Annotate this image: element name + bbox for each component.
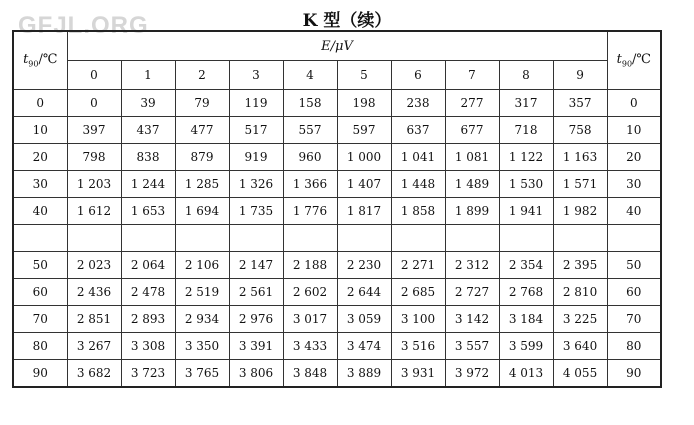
table-cell: 2 727 (445, 279, 499, 306)
table-cell: 3 267 (67, 333, 121, 360)
column-header: 4 (283, 61, 337, 90)
table-cell: 477 (175, 117, 229, 144)
table-cell: 517 (229, 117, 283, 144)
table-cell (445, 225, 499, 252)
left-temp-unit: /℃ (38, 52, 58, 68)
table-caption: K 型（续） (302, 11, 392, 31)
table-cell: 2 851 (67, 306, 121, 333)
table-cell: 960 (283, 144, 337, 171)
table-cell: 1 899 (445, 198, 499, 225)
table-cell: 2 976 (229, 306, 283, 333)
table-cell: 2 768 (499, 279, 553, 306)
table-cell: 3 682 (67, 360, 121, 388)
table-cell: 3 723 (121, 360, 175, 388)
table-cell (499, 225, 553, 252)
table-cell: 919 (229, 144, 283, 171)
table-row (13, 117, 661, 144)
column-header-row (13, 61, 661, 90)
table-cell: 317 (499, 90, 553, 117)
table-cell: 1 244 (121, 171, 175, 198)
row-temperature-left: 90 (13, 360, 67, 388)
table-cell: 198 (337, 90, 391, 117)
table-row (13, 360, 661, 388)
table-cell: 3 350 (175, 333, 229, 360)
table-cell: 2 478 (121, 279, 175, 306)
table-cell: 1 366 (283, 171, 337, 198)
table-cell: 3 308 (121, 333, 175, 360)
table-cell: 1 285 (175, 171, 229, 198)
table-cell: 0 (67, 90, 121, 117)
row-temperature-right: 60 (607, 279, 661, 306)
column-header: 9 (553, 61, 607, 90)
table-cell: 838 (121, 144, 175, 171)
column-header: 7 (445, 61, 499, 90)
table-cell: 1 489 (445, 171, 499, 198)
row-temperature-left: 0 (13, 90, 67, 117)
table-cell: 3 765 (175, 360, 229, 388)
table-cell: 1 858 (391, 198, 445, 225)
table-cell: 2 064 (121, 252, 175, 279)
table-cell: 2 106 (175, 252, 229, 279)
table-row (13, 144, 661, 171)
table-row (13, 333, 661, 360)
watermark-logo: GFJL.ORG (18, 12, 149, 39)
table-cell: 3 391 (229, 333, 283, 360)
table-cell: 2 602 (283, 279, 337, 306)
table-cell: 3 142 (445, 306, 499, 333)
table-cell: 3 848 (283, 360, 337, 388)
table-row (13, 90, 661, 117)
column-header: 6 (391, 61, 445, 90)
row-temperature-right: 20 (607, 144, 661, 171)
right-temp-var: t (616, 52, 622, 68)
table-cell (229, 225, 283, 252)
right-temperature-header (607, 31, 661, 90)
table-row (13, 279, 661, 306)
table-cell: 3 806 (229, 360, 283, 388)
table-cell: 2 354 (499, 252, 553, 279)
table-cell: 3 640 (553, 333, 607, 360)
table-cell: 3 100 (391, 306, 445, 333)
table-cell: 637 (391, 117, 445, 144)
row-temperature-right: 80 (607, 333, 661, 360)
table-body (13, 90, 661, 388)
table-cell: 1 941 (499, 198, 553, 225)
table-cell: 2 644 (337, 279, 391, 306)
table-cell: 1 163 (553, 144, 607, 171)
table-row (13, 225, 661, 252)
table-cell: 2 023 (67, 252, 121, 279)
row-temperature-left (13, 225, 67, 252)
table-cell: 3 474 (337, 333, 391, 360)
column-header: 2 (175, 61, 229, 90)
table-cell: 357 (553, 90, 607, 117)
table-cell: 3 599 (499, 333, 553, 360)
table-cell: 2 810 (553, 279, 607, 306)
table-cell: 3 059 (337, 306, 391, 333)
table-cell: 1 203 (67, 171, 121, 198)
table-cell: 4 013 (499, 360, 553, 388)
emf-header: E/μV (67, 31, 607, 61)
row-temperature-left: 50 (13, 252, 67, 279)
table-cell: 1 735 (229, 198, 283, 225)
column-header: 1 (121, 61, 175, 90)
table-cell: 1 081 (445, 144, 499, 171)
table-cell: 4 055 (553, 360, 607, 388)
row-temperature-left: 70 (13, 306, 67, 333)
table-cell: 2 188 (283, 252, 337, 279)
table-cell: 2 685 (391, 279, 445, 306)
table-cell: 1 653 (121, 198, 175, 225)
table-cell: 3 433 (283, 333, 337, 360)
row-temperature-right: 90 (607, 360, 661, 388)
table-cell: 2 893 (121, 306, 175, 333)
table-cell: 758 (553, 117, 607, 144)
table-cell (175, 225, 229, 252)
column-header: 8 (499, 61, 553, 90)
row-temperature-left: 60 (13, 279, 67, 306)
row-temperature-right: 10 (607, 117, 661, 144)
table-cell: 2 395 (553, 252, 607, 279)
table-cell: 2 436 (67, 279, 121, 306)
table-cell: 3 931 (391, 360, 445, 388)
left-temp-sub: 90 (28, 59, 39, 69)
table-cell: 39 (121, 90, 175, 117)
row-temperature-right: 70 (607, 306, 661, 333)
table-cell: 2 312 (445, 252, 499, 279)
table-cell: 557 (283, 117, 337, 144)
row-temperature-left: 30 (13, 171, 67, 198)
table-cell: 277 (445, 90, 499, 117)
table-cell: 1 694 (175, 198, 229, 225)
row-temperature-left: 80 (13, 333, 67, 360)
table-cell: 397 (67, 117, 121, 144)
table-cell: 1 000 (337, 144, 391, 171)
table-cell (391, 225, 445, 252)
row-temperature-right: 30 (607, 171, 661, 198)
table-cell: 3 889 (337, 360, 391, 388)
row-temperature-left: 10 (13, 117, 67, 144)
table-cell: 437 (121, 117, 175, 144)
row-temperature-left: 40 (13, 198, 67, 225)
table-cell: 1 448 (391, 171, 445, 198)
table-row (13, 306, 661, 333)
row-temperature-right (607, 225, 661, 252)
table-cell: 1 407 (337, 171, 391, 198)
right-temp-sub: 90 (621, 59, 633, 69)
table-cell: 2 147 (229, 252, 283, 279)
table-row (13, 171, 661, 198)
table-cell (121, 225, 175, 252)
table-cell: 3 184 (499, 306, 553, 333)
table-cell: 3 557 (445, 333, 499, 360)
table-cell: 1 982 (553, 198, 607, 225)
table-cell: 158 (283, 90, 337, 117)
table-cell: 79 (175, 90, 229, 117)
table-cell (283, 225, 337, 252)
table-cell: 3 972 (445, 360, 499, 388)
table-cell: 1 122 (499, 144, 553, 171)
table-cell: 3 225 (553, 306, 607, 333)
table-cell: 1 571 (553, 171, 607, 198)
table-cell: 1 041 (391, 144, 445, 171)
table-cell (553, 225, 607, 252)
table-cell: 718 (499, 117, 553, 144)
table-cell: 119 (229, 90, 283, 117)
table-cell: 1 776 (283, 198, 337, 225)
row-temperature-right: 50 (607, 252, 661, 279)
table-cell: 879 (175, 144, 229, 171)
table-row (13, 252, 661, 279)
table-row (13, 198, 661, 225)
table-cell: 1 612 (67, 198, 121, 225)
row-temperature-right: 0 (607, 90, 661, 117)
right-temp-unit: /℃ (632, 52, 651, 68)
left-temp-var: t (23, 52, 29, 68)
table-cell: 238 (391, 90, 445, 117)
column-header: 0 (67, 61, 121, 90)
table-cell: 1 326 (229, 171, 283, 198)
table-cell: 2 230 (337, 252, 391, 279)
column-header: 3 (229, 61, 283, 90)
row-temperature-left: 20 (13, 144, 67, 171)
column-header: 5 (337, 61, 391, 90)
table-cell: 597 (337, 117, 391, 144)
row-temperature-right: 40 (607, 198, 661, 225)
table-cell: 677 (445, 117, 499, 144)
table-cell: 3 017 (283, 306, 337, 333)
table-cell: 798 (67, 144, 121, 171)
table-cell (337, 225, 391, 252)
table-cell: 1 817 (337, 198, 391, 225)
thermocouple-table (12, 30, 662, 388)
table-cell: 2 561 (229, 279, 283, 306)
left-temperature-header (13, 31, 67, 90)
table-cell: 2 934 (175, 306, 229, 333)
table-cell: 2 519 (175, 279, 229, 306)
table-cell: 1 530 (499, 171, 553, 198)
table-cell: 3 516 (391, 333, 445, 360)
table-cell: 2 271 (391, 252, 445, 279)
table-cell (67, 225, 121, 252)
